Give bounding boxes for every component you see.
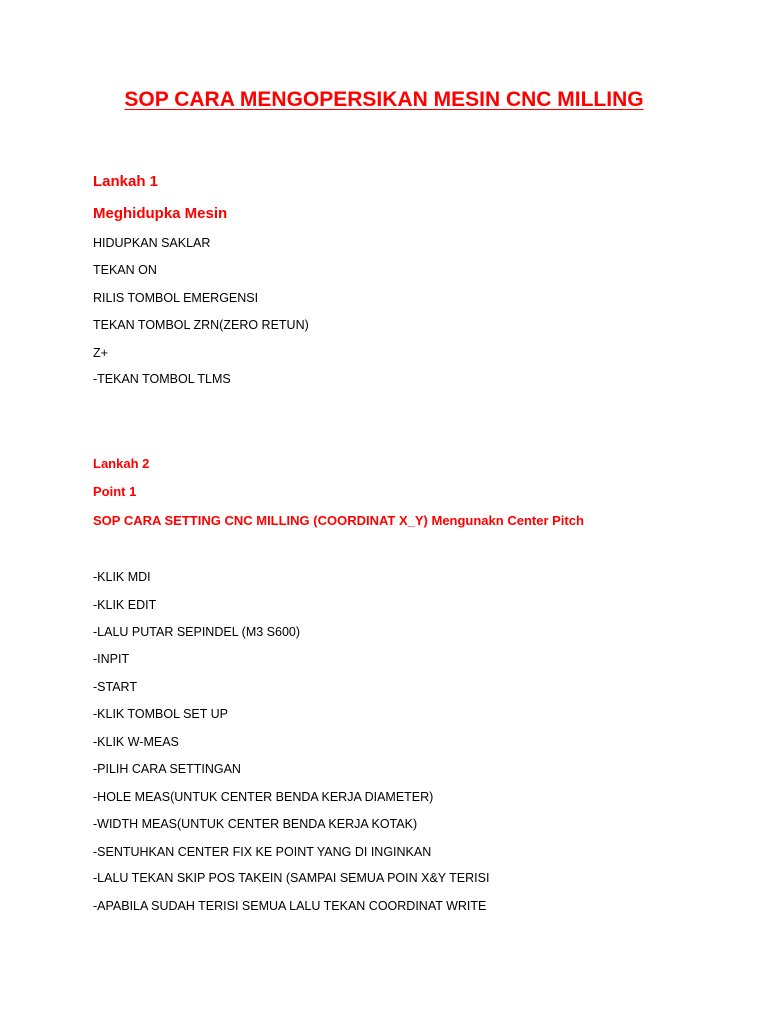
section2-step-label: Lankah 2 [93,456,150,471]
section2-item: -KLIK TOMBOL SET UP [93,707,228,721]
section2-item: -KLIK W-MEAS [93,735,179,749]
section1-item: RILIS TOMBOL EMERGENSI [93,291,259,305]
section2-item: -START [93,680,137,694]
section1-heading: Meghidupka Mesin [93,205,228,222]
section2-item: -KLIK MDI [93,570,151,584]
section1-item: Z+ [93,346,108,360]
section1-step-label: Lankah 1 [93,173,159,190]
section1-item: -TEKAN TOMBOL TLMS [93,372,231,386]
section1-item: HIDUPKAN SAKLAR [93,236,211,250]
section2-item: -SENTUHKAN CENTER FIX KE POINT YANG DI INGINKAN [93,845,432,859]
section2-point-label: Point 1 [93,484,137,499]
section2-item: -PILIH CARA SETTINGAN [93,762,241,776]
section2-item: -LALU PUTAR SEPINDEL (M3 S600) [93,625,301,639]
section2-item: -HOLE MEAS(UNTUK CENTER BENDA KERJA DIAMETER) [93,790,434,804]
section2-item: -WIDTH MEAS(UNTUK CENTER BENDA KERJA KOTAK) [93,817,418,831]
section2-item: -LALU TEKAN SKIP POS TAKEIN (SAMPAI SEMUA POIN X&Y TERISI [93,871,490,885]
section2-item: -INPIT [93,652,130,666]
section2-item: -KLIK EDIT [93,598,157,612]
section1-item: TEKAN TOMBOL ZRN(ZERO RETUN) [93,318,309,332]
section2-heading: SOP CARA SETTING CNC MILLING (COORDINAT X_Y) Mengunakn Center Pitch [93,513,584,528]
section1-item: TEKAN ON [93,263,157,277]
document-title: SOP CARA MENGOPERSIKAN MESIN CNC MILLING [124,88,644,111]
section2-item: -APABILA SUDAH TERISI SEMUA LALU TEKAN COORDINAT WRITE [93,899,487,913]
